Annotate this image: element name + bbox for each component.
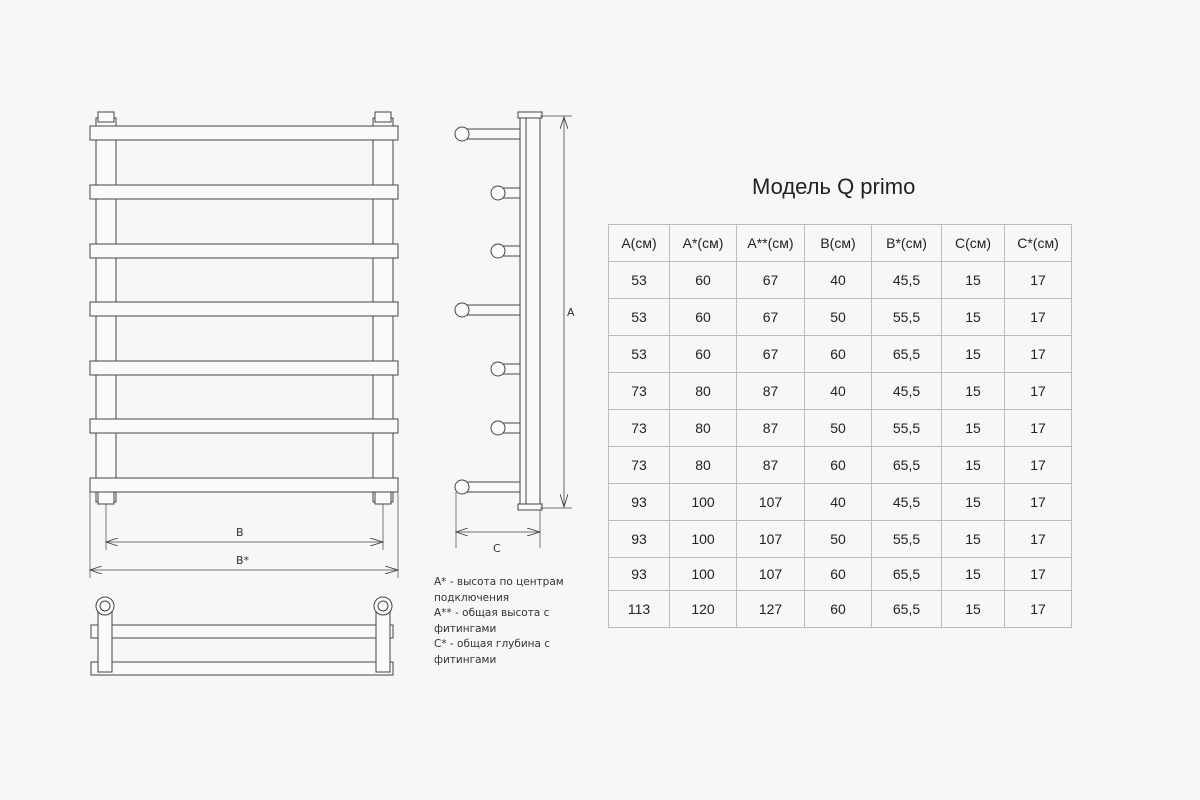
table-cell: 127 [737, 591, 805, 628]
top-view-right-fitting [374, 597, 392, 615]
table-cell: 93 [609, 484, 670, 521]
table-cell: 15 [942, 484, 1005, 521]
table-cell: 50 [805, 410, 872, 447]
side-bar-end [491, 244, 505, 258]
table-cell: 100 [670, 484, 737, 521]
table-cell: 65,5 [872, 558, 942, 591]
top-view-rung [91, 662, 393, 675]
front-rung [90, 244, 398, 258]
table-cell: 17 [1005, 521, 1072, 558]
side-bar-end [455, 127, 469, 141]
table-cell: 53 [609, 262, 670, 299]
table-cell: 80 [670, 373, 737, 410]
spec-table [608, 224, 1072, 628]
table-cell: 50 [805, 521, 872, 558]
footnotes [434, 575, 594, 669]
side-bar-end [491, 186, 505, 200]
table-cell: 45,5 [872, 262, 942, 299]
table-cell: 45,5 [872, 484, 942, 521]
table-cell: 55,5 [872, 521, 942, 558]
table-cell: 93 [609, 558, 670, 591]
table-cell: 17 [1005, 299, 1072, 336]
table-cell: 60 [805, 558, 872, 591]
side-view-bottom-cap [518, 504, 542, 510]
table-cell: 73 [609, 410, 670, 447]
side-bar-end [491, 362, 505, 376]
table-cell: 60 [670, 336, 737, 373]
table-cell: 60 [670, 262, 737, 299]
side-bar-end [455, 480, 469, 494]
table-cell: 17 [1005, 336, 1072, 373]
table-cell: 73 [609, 447, 670, 484]
table-row [609, 336, 1072, 373]
side-view-top-cap [518, 112, 542, 118]
table-cell: 80 [670, 410, 737, 447]
dimension-a-label: A [567, 306, 575, 319]
table-cell: 15 [942, 336, 1005, 373]
table-row [609, 447, 1072, 484]
table-cell: 60 [670, 299, 737, 336]
table-cell: 67 [737, 262, 805, 299]
table-cell: 15 [942, 447, 1005, 484]
table-cell: 53 [609, 336, 670, 373]
table-cell: 107 [737, 484, 805, 521]
side-bar-end [455, 303, 469, 317]
table-cell: 15 [942, 262, 1005, 299]
table-cell: 65,5 [872, 447, 942, 484]
table-cell: 17 [1005, 591, 1072, 628]
table-header-row [609, 225, 1072, 262]
table-cell: 120 [670, 591, 737, 628]
table-cell: 93 [609, 521, 670, 558]
table-cell: 87 [737, 410, 805, 447]
table-cell: 67 [737, 299, 805, 336]
column-header: C*(см) [1005, 225, 1072, 262]
dimension-b-label: B [236, 526, 244, 539]
model-title: Модель Q primo [752, 174, 916, 199]
table-row [609, 484, 1072, 521]
front-rung [90, 185, 398, 199]
table-cell: 107 [737, 521, 805, 558]
column-header: A**(см) [737, 225, 805, 262]
table-row [609, 410, 1072, 447]
table-row [609, 299, 1072, 336]
table-cell: 55,5 [872, 410, 942, 447]
table-row [609, 373, 1072, 410]
table-cell: 40 [805, 484, 872, 521]
table-row [609, 591, 1072, 628]
table-cell: 17 [1005, 262, 1072, 299]
side-bar-end [491, 421, 505, 435]
top-view-right-post [376, 606, 390, 672]
column-header: B(см) [805, 225, 872, 262]
column-header: A*(см) [670, 225, 737, 262]
table-cell: 40 [805, 262, 872, 299]
table-cell: 65,5 [872, 591, 942, 628]
front-rung [90, 302, 398, 316]
dimension-c-label: C [493, 542, 501, 555]
top-view [91, 597, 393, 675]
table-cell: 60 [805, 591, 872, 628]
front-rung [90, 361, 398, 375]
top-view-left-fitting [96, 597, 114, 615]
footnote: A* - высота по центрам подключения [434, 576, 564, 604]
table-cell: 60 [805, 447, 872, 484]
front-rung [90, 419, 398, 433]
table-cell: 87 [737, 373, 805, 410]
table-cell: 80 [670, 447, 737, 484]
table-cell: 53 [609, 299, 670, 336]
table-cell: 60 [805, 336, 872, 373]
column-header: B*(см) [872, 225, 942, 262]
table-cell: 15 [942, 521, 1005, 558]
table-cell: 55,5 [872, 299, 942, 336]
side-view-main-post [520, 116, 540, 508]
front-rungs [90, 126, 398, 492]
front-rung [90, 478, 398, 492]
table-cell: 15 [942, 410, 1005, 447]
front-right-bottom-fitting [375, 492, 391, 504]
table-cell: 100 [670, 558, 737, 591]
top-view-left-post [98, 606, 112, 672]
table-cell: 113 [609, 591, 670, 628]
front-right-top-fitting [375, 112, 391, 122]
front-view [90, 112, 398, 578]
table-cell: 17 [1005, 373, 1072, 410]
table-cell: 15 [942, 299, 1005, 336]
table-cell: 15 [942, 558, 1005, 591]
side-view [455, 112, 572, 548]
table-cell: 50 [805, 299, 872, 336]
table-cell: 15 [942, 591, 1005, 628]
table-cell: 107 [737, 558, 805, 591]
front-rung [90, 126, 398, 140]
dimension-b-star-label: B* [236, 554, 250, 567]
table-cell: 15 [942, 373, 1005, 410]
table-cell: 100 [670, 521, 737, 558]
table-row [609, 521, 1072, 558]
table-cell: 17 [1005, 484, 1072, 521]
table-cell: 67 [737, 336, 805, 373]
front-left-top-fitting [98, 112, 114, 122]
table-row [609, 262, 1072, 299]
front-left-bottom-fitting [98, 492, 114, 504]
footnote: A** - общая высота с фитингами [434, 607, 550, 635]
table-cell: 87 [737, 447, 805, 484]
table-cell: 17 [1005, 447, 1072, 484]
column-header: C(см) [942, 225, 1005, 262]
table-row [609, 558, 1072, 591]
table-cell: 17 [1005, 558, 1072, 591]
table-cell: 65,5 [872, 336, 942, 373]
side-view-bars [455, 127, 520, 494]
table-cell: 40 [805, 373, 872, 410]
table-cell: 17 [1005, 410, 1072, 447]
column-header: A(см) [609, 225, 670, 262]
top-view-rung [91, 625, 393, 638]
footnote: C* - общая глубина с фитингами [434, 638, 551, 666]
table-cell: 73 [609, 373, 670, 410]
table-cell: 45,5 [872, 373, 942, 410]
